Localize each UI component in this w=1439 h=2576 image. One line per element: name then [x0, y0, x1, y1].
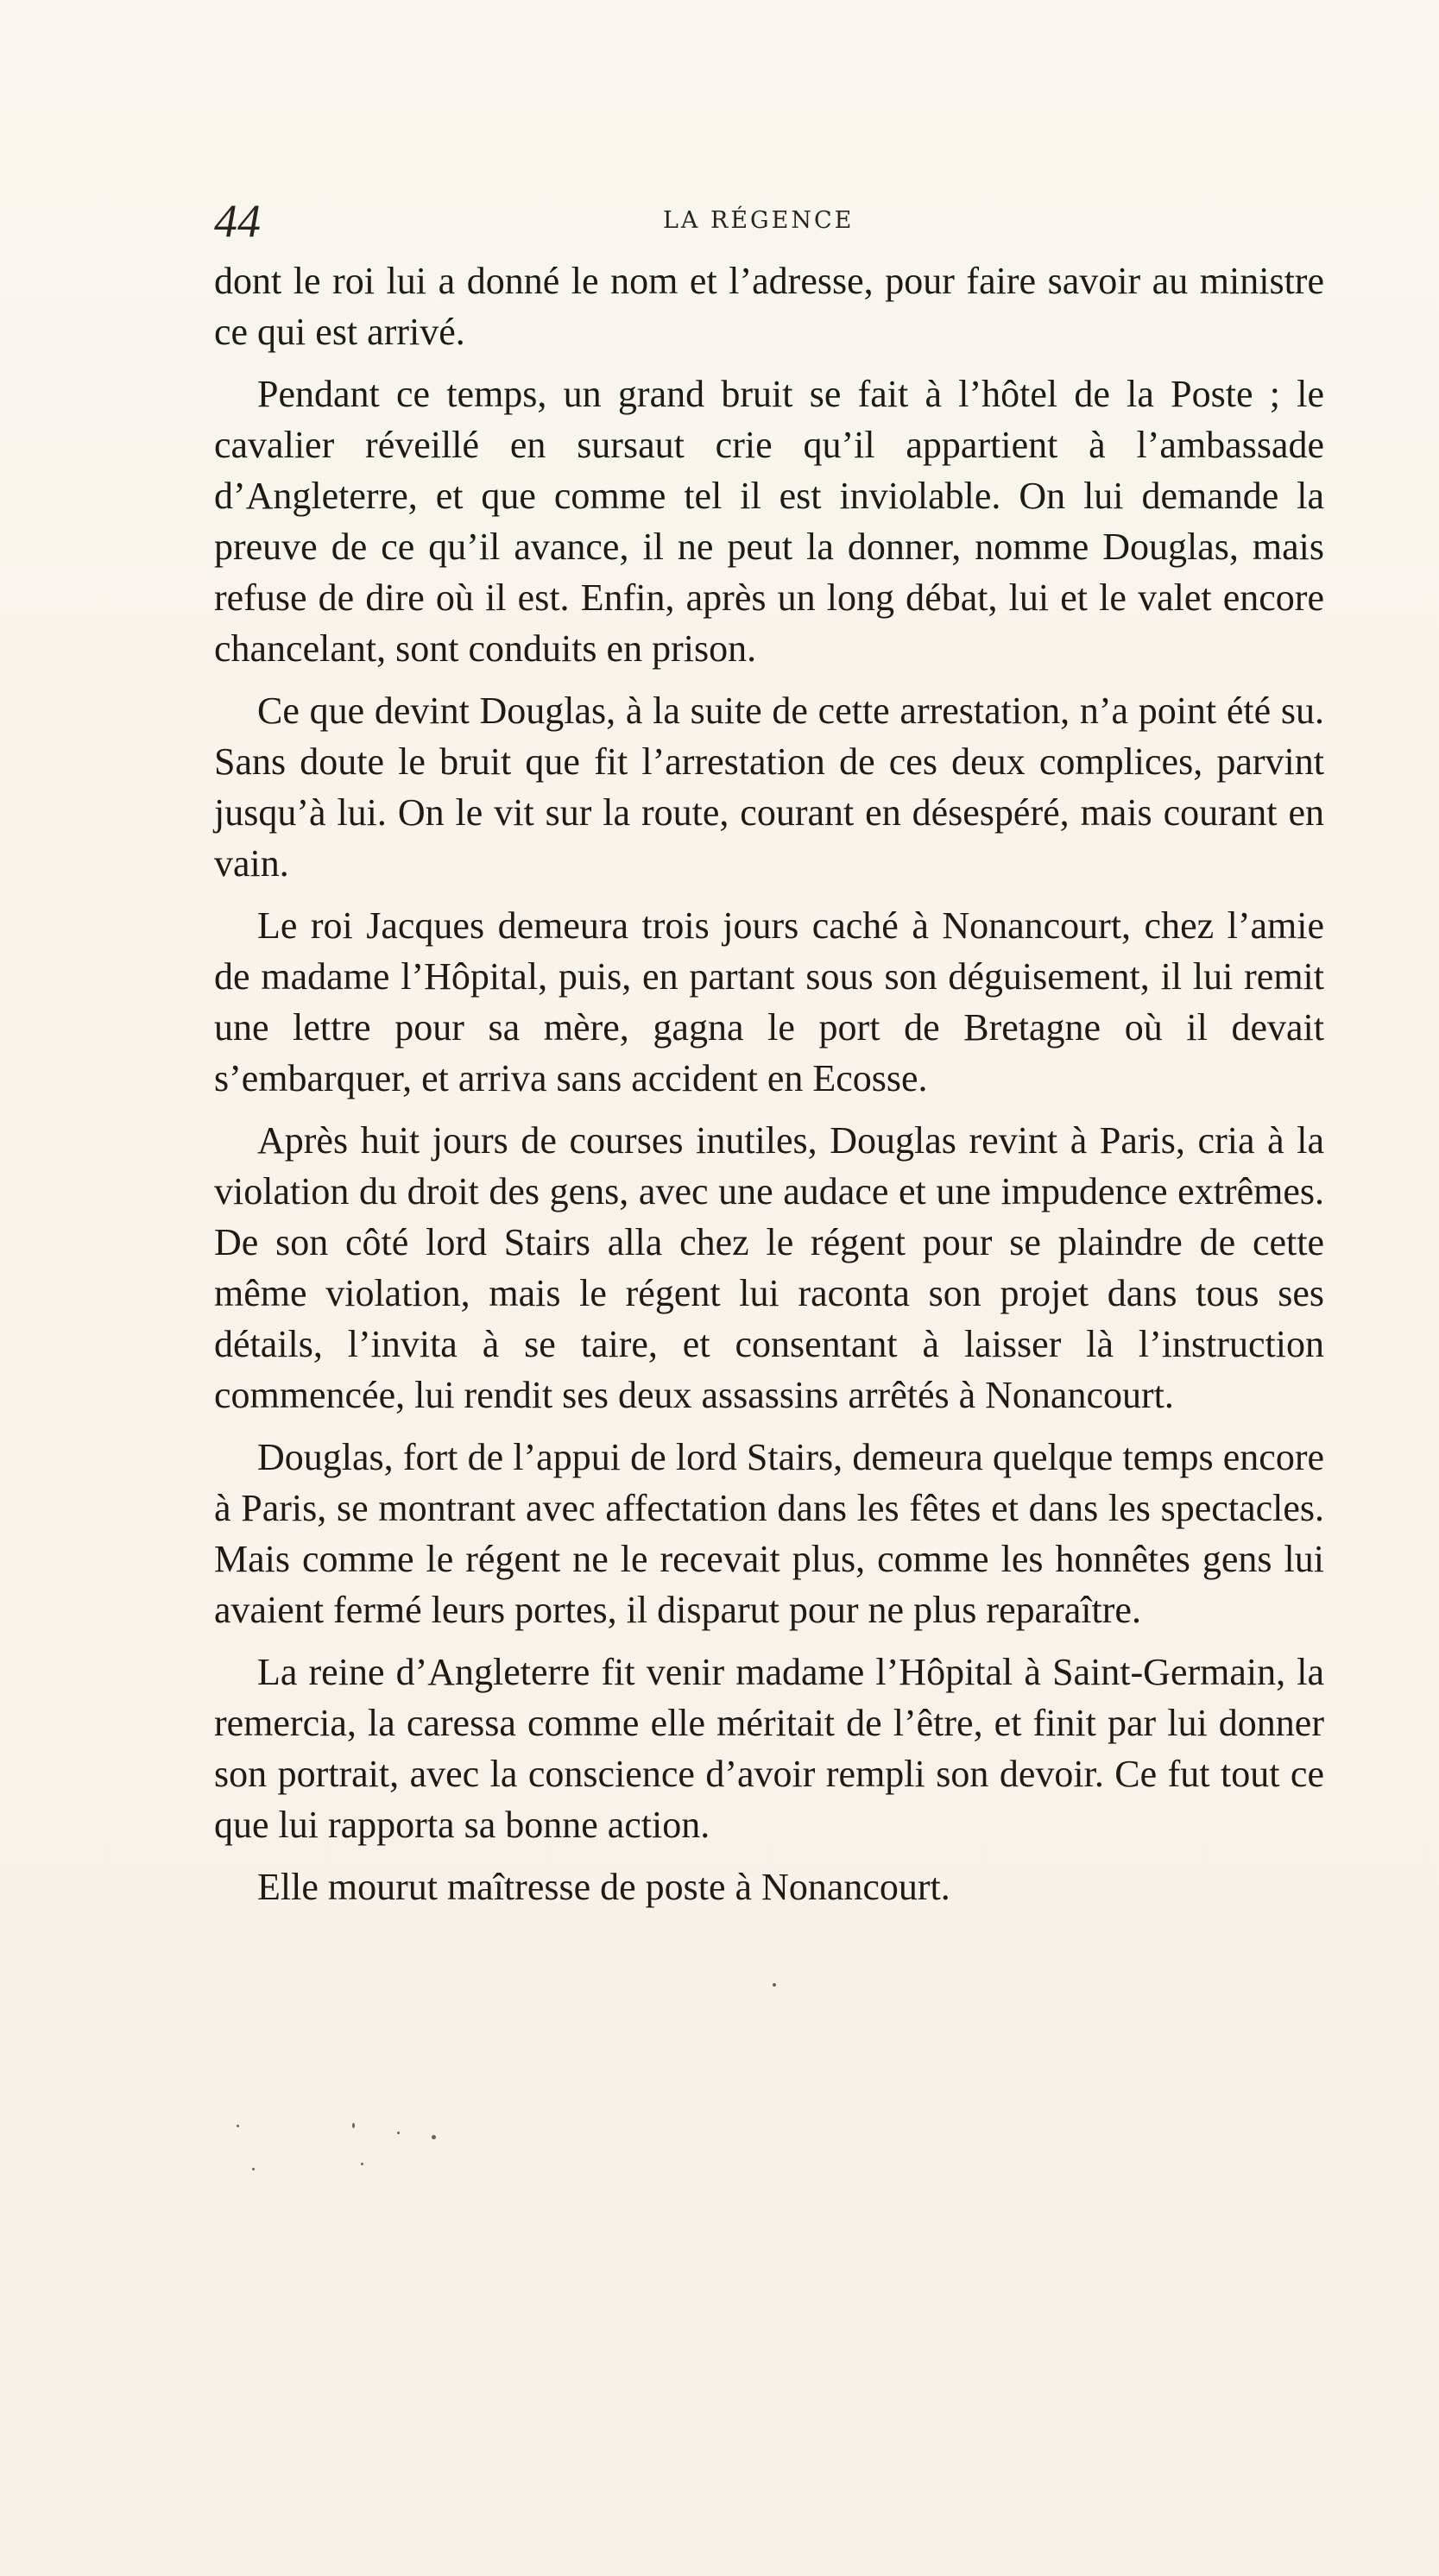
print-speck [397, 2132, 400, 2134]
paragraph-continuation: dont le roi lui a donné le nom et l’adresse, pour faire savoir au ministre ce qui est arrivé. [214, 260, 1324, 353]
paragraph: Le roi Jacques demeura trois jours caché à Nonancourt, chez l’amie de madame l’Hôpital, puis, en partant sous son déguisement, il lui remit une lettre pour sa mère, gagna le port de Bretagne où il devait s’embarquer, et arriva sans accident en Ecosse. [214, 904, 1324, 1099]
paragraph: Pendant ce temps, un grand bruit se fait à l’hôtel de la Poste ; le cavalier réveillé en sursaut crie qu’il appartient à l’ambassade d’Angleterre, et que comme tel il est inviolable. On lui demande la preuve de ce qu’il avance, il ne peut la donner, nomme Douglas, mais refuse de dire où il est. Enfin, après un long débat, lui et le valet encore chancelant, sont conduits en prison. [214, 373, 1324, 670]
print-speck [773, 1983, 776, 1987]
body-text [214, 255, 1324, 1924]
paragraph: Ce que devint Douglas, à la suite de cette arrestation, n’a point été su. Sans doute le bruit que fit l’arrestation de ces deux complices, parvint jusqu’à lui. On le vit sur la route, courant en désespéré, mais courant en vain. [214, 690, 1324, 885]
print-speck [361, 2163, 363, 2165]
print-speck [237, 2125, 239, 2127]
paragraph: Douglas, fort de l’appui de lord Stairs, demeura quelque temps encore à Paris, se montrant avec affectation dans les fêtes et dans les spectacles. Mais comme le régent ne le recevait plus, comme les honnêtes gens lui avaient fermé leurs portes, il disparut pour ne plus reparaître. [214, 1436, 1324, 1631]
page-header [214, 195, 1319, 247]
paragraph: La reine d’Angleterre fit venir madame l’Hôpital à Saint-Germain, la remercia, la caressa comme elle méritait de l’être, et finit par lui donner son portrait, avec la conscience d’avoir rempli son devoir. Ce fut tout ce que lui rapporta sa bonne action. [214, 1651, 1324, 1846]
print-speck [352, 2123, 355, 2128]
print-speck [432, 2135, 436, 2139]
paragraph-last: Elle mourut maîtresse de poste à Nonancourt. [257, 1866, 950, 1908]
running-title: LA RÉGENCE [663, 207, 855, 234]
page-number: 44 [214, 195, 261, 247]
print-speck [252, 2168, 255, 2170]
paragraph: Après huit jours de courses inutiles, Douglas revint à Paris, cria à la violation du droit des gens, avec une audace et une impudence extrêmes. De son côté lord Stairs alla chez le régent pour se plaindre de cette même violation, mais le régent lui raconta son projet dans tous ses détails, l’invita à se taire, et consentant à laisser là l’instruction commencée, lui rendit ses deux assassins arrêtés à Nonancourt. [214, 1119, 1324, 1416]
